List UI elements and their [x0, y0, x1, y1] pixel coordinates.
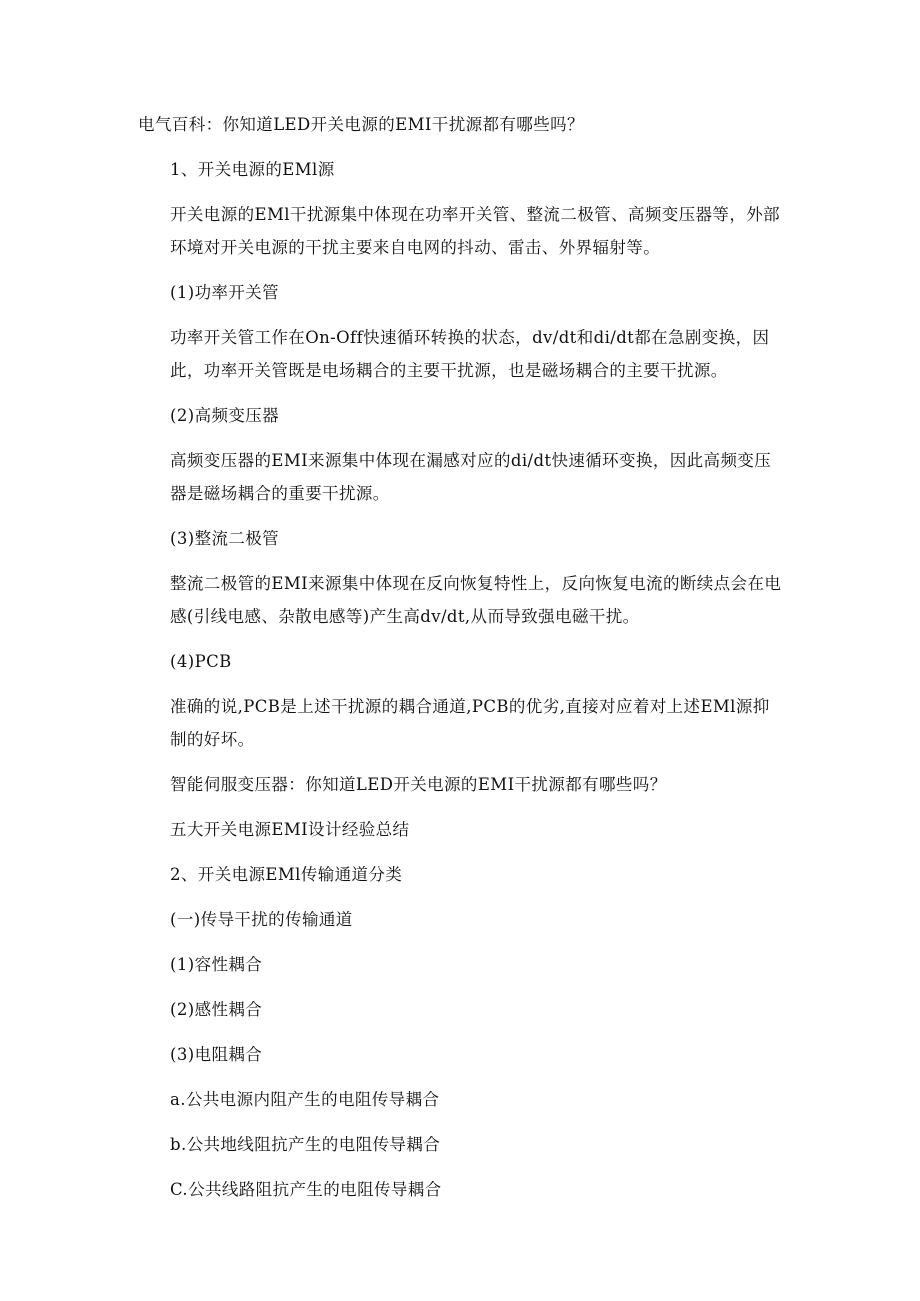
subsection-heading: (2)高频变压器 — [170, 406, 280, 425]
section-heading: 1、开关电源的EMl源 — [170, 160, 335, 179]
body-line: 五大开关电源EMI设计经验总结 — [170, 820, 410, 839]
body-paragraph: 高频变压器的EMI来源集中体现在漏感对应的di/dt快速循环变换，因此高频变压器是磁场耦合的重要干扰源。 — [170, 451, 772, 503]
section-heading: 2、开关电源EMl传输通道分类 — [170, 865, 403, 884]
list-item: (1)容性耦合 — [170, 955, 263, 974]
body-paragraph: 准确的说,PCB是上述干扰源的耦合通道,PCB的优劣,直接对应着对上述EMl源抑制的好坏。 — [170, 697, 770, 749]
document-body — [138, 108, 783, 1218]
list-item: (3)电阻耦合 — [170, 1045, 263, 1064]
subsection-heading: (3)整流二极管 — [170, 529, 280, 548]
body-paragraph: 功率开关管工作在On-Off快速循环转换的状态，dv/dt和di/dt都在急剧变换，因此，功率开关管既是电场耦合的主要干扰源，也是磁场耦合的主要干扰源。 — [170, 328, 770, 380]
list-item: b.公共地线阻抗产生的电阻传导耦合 — [170, 1135, 441, 1154]
subsection-heading: (一)传导干扰的传输通道 — [170, 910, 353, 929]
list-item: (2)感性耦合 — [170, 1000, 263, 1019]
list-item: a.公共电源内阻产生的电阻传导耦合 — [170, 1090, 440, 1109]
list-item: C.公共线路阻抗产生的电阻传导耦合 — [170, 1180, 442, 1199]
subsection-heading: (1)功率开关管 — [170, 283, 280, 302]
body-paragraph: 整流二极管的EMI来源集中体现在反向恢复特性上，反向恢复电流的断续点会在电感(引线电感、杂散电感等)产生高dv/dt,从而导致强电磁干扰。 — [170, 574, 782, 626]
subsection-heading: (4)PCB — [170, 652, 232, 671]
document-title: 电气百科：你知道LED开关电源的EMI干扰源都有哪些吗？ — [138, 115, 584, 134]
body-paragraph: 开关电源的EMl干扰源集中体现在功率开关管、整流二极管、高频变压器等，外部环境对开关电源的干扰主要来自电网的抖动、雷击、外界辐射等。 — [170, 205, 781, 257]
body-line: 智能伺服变压器：你知道LED开关电源的EMI干扰源都有哪些吗？ — [170, 775, 667, 794]
